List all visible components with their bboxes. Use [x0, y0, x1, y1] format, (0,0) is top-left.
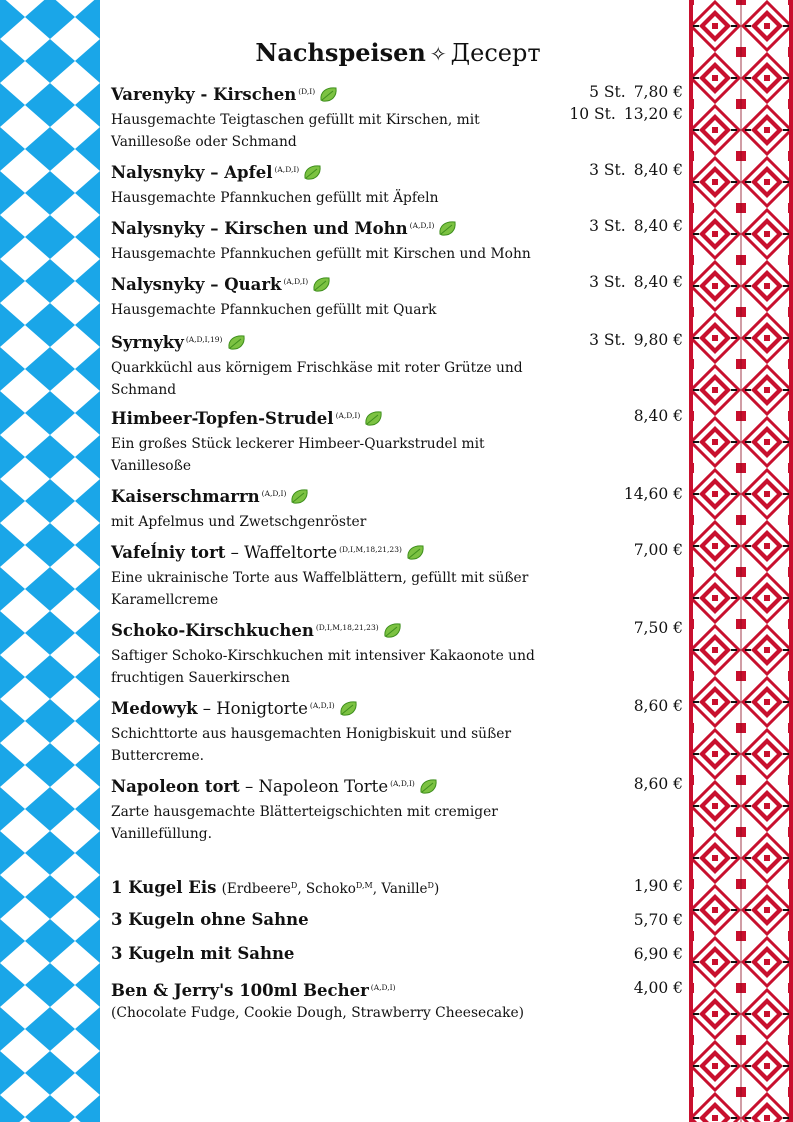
price-line — [634, 977, 683, 999]
menu-item-kugel-eis — [111, 875, 685, 900]
vegetarian-leaf-icon — [406, 544, 425, 567]
vegetarian-leaf-icon — [438, 220, 457, 243]
item-name: Ben & Jerry's 100ml Becher — [111, 981, 369, 1000]
quantity: 3 St. — [589, 331, 626, 349]
allergen-codes: (A,D,I) — [390, 779, 415, 788]
item-description-line: Hausgemachte Pfannkuchen gefüllt mit Äpfeln — [111, 190, 439, 206]
allergen-codes: (A,D,I) — [309, 701, 335, 710]
item-description-line: Hausgemachte Pfannkuchen gefüllt mit Kirschen und Mohn — [111, 246, 531, 262]
menu-item-nalysnyky-quark — [111, 271, 685, 321]
item-name: Varenyky - Kirschen — [111, 85, 297, 104]
allergen-codes: (A,D,I) — [370, 983, 396, 992]
item-name: Napoleon tort — [111, 777, 240, 796]
allergen-codes: (A,D,I) — [335, 411, 361, 420]
price: 5,70 € — [633, 911, 683, 929]
vegetarian-leaf-icon — [312, 276, 331, 299]
price-line — [634, 405, 683, 427]
quantity: 10 St. — [569, 105, 616, 123]
price: 6,90 € — [633, 945, 683, 963]
menu-item-syrnyky — [111, 329, 685, 401]
quantity: 3 St. — [589, 161, 626, 179]
item-description-line: Ein großes Stück leckerer Himbeer-Quarkstrudel mit — [111, 436, 485, 452]
price: 4,00 € — [633, 979, 683, 997]
price: 8,60 € — [633, 697, 683, 715]
allergen-codes: D — [290, 881, 298, 890]
price-line — [634, 943, 683, 965]
flavor-list — [222, 881, 440, 897]
item-description-line: Vanillefüllung. — [111, 826, 213, 842]
item-description-line: Vanillesoße oder Schmand — [111, 134, 297, 150]
quantity: 5 St. — [589, 83, 626, 101]
item-description-line: Eine ukrainische Torte aus Waffelblättern, gefüllt mit süßer — [111, 570, 529, 586]
allergen-codes: (D,I) — [298, 87, 316, 96]
flavor-text: , Schoko — [297, 881, 356, 897]
price-line — [624, 483, 683, 505]
menu-item-nalysnyky-apfel — [111, 159, 685, 209]
item-name: Kaiserschmarrn — [111, 487, 260, 506]
menu-item-medowyk — [111, 695, 685, 767]
item-description-line: fruchtigen Sauerkirschen — [111, 670, 290, 686]
price-line — [634, 909, 683, 931]
price-line — [589, 215, 683, 237]
price: 8,40 € — [633, 217, 683, 235]
allergen-codes: (A,D,I) — [274, 165, 300, 174]
item-description-line: mit Apfelmus und Zwetschgenröster — [111, 514, 367, 530]
price: 8,40 € — [633, 161, 683, 179]
vegetarian-leaf-icon — [290, 488, 309, 511]
menu-item-ben-jerrys — [111, 977, 685, 1024]
price: 13,20 € — [623, 105, 683, 123]
price: 1,90 € — [633, 877, 683, 895]
flavor-text: (Erdbeere — [221, 881, 291, 897]
vegetarian-leaf-icon — [364, 410, 383, 433]
item-name: Nalysnyky – Apfel — [111, 163, 273, 182]
item-description-line: Schmand — [111, 382, 177, 398]
vegetarian-leaf-icon — [227, 334, 246, 357]
item-description-line: Saftiger Schoko-Kirschkuchen mit intensiver Kakaonote und — [111, 648, 535, 664]
item-name: Nalysnyky – Quark — [111, 275, 282, 294]
item-name: Medowyk — [111, 699, 198, 718]
menu-item-himbeer-strudel — [111, 405, 685, 477]
price-line — [634, 773, 683, 795]
item-name: Vafeĺniy tort — [111, 543, 226, 562]
menu-item-3-kugeln-ohne-sahne — [111, 909, 685, 931]
allergen-codes: D — [427, 881, 434, 890]
price-line — [589, 271, 683, 293]
allergen-codes: (A,D,I) — [409, 221, 435, 230]
item-name: Syrnyky — [111, 333, 184, 352]
item-description-line: Karamellcreme — [111, 592, 219, 608]
page-title — [111, 38, 685, 67]
vegetarian-leaf-icon — [383, 622, 402, 645]
price-line — [589, 329, 683, 351]
title-star-separator: ✧ — [429, 42, 447, 66]
allergen-codes: (A,D,I) — [261, 489, 287, 498]
price-line — [569, 81, 683, 103]
embroidery-border — [689, 0, 793, 1122]
price: 8,40 € — [633, 273, 683, 291]
menu-item-kaiserschmarrn — [111, 483, 685, 533]
item-name: Nalysnyky – Kirschen und Mohn — [111, 219, 408, 238]
allergen-codes: (A,D,I,19) — [185, 335, 223, 344]
menu-item-varenyky — [111, 81, 685, 153]
price: 7,50 € — [633, 619, 683, 637]
title-ukrainian: Десерт — [450, 39, 541, 67]
menu-item-3-kugeln-mit-sahne — [111, 943, 685, 965]
item-subtitle: – Honigtorte — [197, 699, 308, 718]
item-subtitle: – Waffeltorte — [225, 543, 338, 562]
vegetarian-leaf-icon — [319, 86, 338, 109]
price: 9,80 € — [633, 331, 683, 349]
menu-item-napoleon-tort — [111, 773, 685, 845]
item-description-line: Vanillesoße — [111, 458, 191, 474]
allergen-codes: (D,I,M,18,21,23) — [315, 623, 379, 632]
item-description-line: Hausgemachte Pfannkuchen gefüllt mit Quark — [111, 302, 437, 318]
vegetarian-leaf-icon — [303, 164, 322, 187]
price: 8,40 € — [633, 407, 683, 425]
quantity: 3 St. — [589, 273, 626, 291]
item-description-line: Quarkküchl aus körnigem Frischkäse mit roter Grütze und — [111, 360, 523, 376]
price-line — [634, 875, 683, 897]
flavor-text: ) — [433, 881, 440, 897]
price-line — [569, 103, 683, 125]
item-description-line: Schichttorte aus hausgemachten Honigbiskuit und süßer — [111, 726, 512, 742]
item-description-line: (Chocolate Fudge, Cookie Dough, Strawberry Cheesecake) — [111, 1005, 525, 1021]
price-line — [634, 539, 683, 561]
menu-item-nalysnyky-kirschen-mohn — [111, 215, 685, 265]
price: 7,00 € — [633, 541, 683, 559]
item-subtitle: – Napoleon Torte — [239, 777, 389, 796]
allergen-codes: (D,I,M,18,21,23) — [339, 545, 402, 554]
vegetarian-leaf-icon — [339, 700, 358, 723]
price-line — [634, 617, 683, 639]
item-name: Schoko-Kirschkuchen — [111, 621, 314, 640]
allergen-codes: (A,D,I) — [283, 277, 309, 286]
bavarian-diamond-border — [0, 0, 100, 1122]
price: 14,60 € — [623, 485, 683, 503]
flavor-text: , Vanille — [372, 881, 428, 897]
price-line — [634, 695, 683, 717]
item-description-line: Hausgemachte Teigtaschen gefüllt mit Kirschen, mit — [111, 112, 480, 128]
title-german: Nachspeisen — [255, 38, 426, 67]
allergen-codes: D,M — [355, 881, 373, 890]
vegetarian-leaf-icon — [419, 778, 438, 801]
quantity: 3 St. — [589, 217, 626, 235]
item-name: Himbeer-Topfen-Strudel — [111, 409, 334, 428]
menu-item-schoko-kirschkuchen — [111, 617, 685, 689]
item-name: 3 Kugeln ohne Sahne — [111, 910, 309, 929]
item-description-line: Zarte hausgemachte Blätterteigschichten mit cremiger — [111, 804, 498, 820]
price: 7,80 € — [633, 83, 683, 101]
price: 8,60 € — [633, 775, 683, 793]
item-name: 1 Kugel Eis — [111, 878, 217, 897]
price-line — [589, 159, 683, 181]
menu-item-vafelniy-tort — [111, 539, 685, 611]
item-description-line: Buttercreme. — [111, 748, 204, 764]
item-name: 3 Kugeln mit Sahne — [111, 944, 295, 963]
